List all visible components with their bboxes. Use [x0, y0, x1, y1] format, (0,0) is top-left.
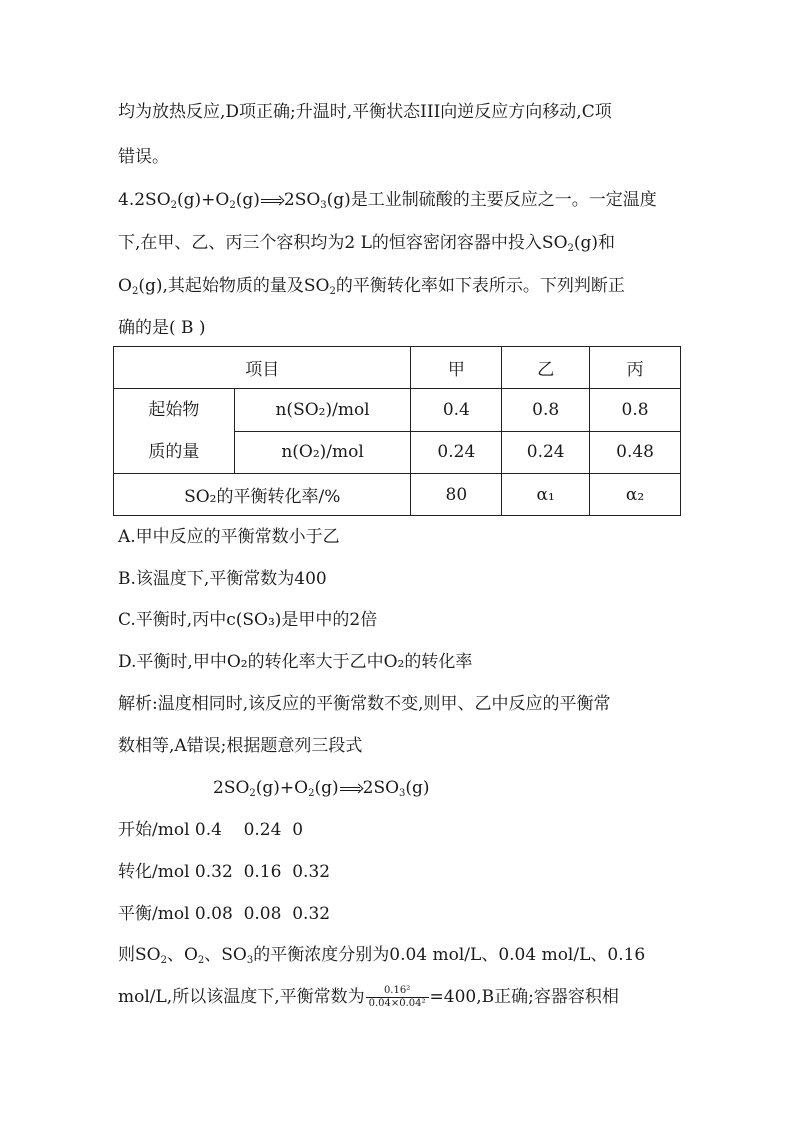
table-header-row [114, 347, 681, 389]
table-header-item: 项目 [114, 347, 411, 389]
question-4-stem-line-4: 确的是( B ) [118, 318, 206, 338]
row-group-label-line1: 起始物 [148, 400, 200, 420]
option-d: D.平衡时,甲中O₂的转化率大于乙中O₂的转化率 [118, 652, 473, 672]
three-stage-change: 转化/mol 0.32 0.16 0.32 [118, 862, 331, 882]
table-cell: 0.8 [590, 389, 681, 432]
equilibrium-constant-fraction [366, 985, 429, 1010]
table-header-yi: 乙 [502, 347, 590, 389]
final-prefix: mol/L,所以该温度下,平衡常数为 [118, 987, 365, 1007]
table-row-group-label [114, 389, 235, 474]
fraction-denominator: 0.04×0.04² [368, 998, 426, 1009]
three-stage-equation: $2SO_2(g)+O_2(g)$ $2SO_3(g)$ [213, 778, 430, 799]
conc-prefix: 则 [118, 945, 135, 965]
equilibrium-arrow-icon [261, 197, 283, 205]
table-cell: 0.24 [411, 431, 502, 474]
question-4-text-3: ,其起始物质的量及 [162, 276, 304, 296]
analysis-line-2: 数相等,A错误;根据题意列三段式 [118, 736, 363, 756]
table-cell: 0.4 [411, 389, 502, 432]
option-a: A.甲中反应的平衡常数小于乙 [118, 527, 340, 547]
fraction-numerator: 0.16² [366, 985, 429, 998]
question-4-text-2: 下,在甲、乙、丙三个容积均为2 L的恒容密闭容器中投入 [118, 233, 542, 253]
analysis-line-1: 解析:温度相同时,该反应的平衡常数不变,则甲、乙中反应的平衡常 [118, 694, 611, 714]
table-row [114, 474, 681, 516]
conc-text: 的平衡浓度分别为0.04 mol/L、0.04 mol/L、0.16 [253, 945, 646, 965]
table-row-label-conversion: SO₂的平衡转化率/% [114, 474, 411, 516]
question-4-text-3b: 的平衡转化率如下表所示。下列判断正 [335, 276, 625, 296]
final-suffix: =400,B正确;容器容积相 [429, 987, 619, 1007]
option-b: B.该温度下,平衡常数为400 [118, 569, 327, 589]
question-4-text-1: 是工业制硫酸的主要反应之一。一定温度 [350, 190, 657, 210]
table-cell: α₁ [502, 474, 590, 516]
table-cell: 0.48 [590, 431, 681, 474]
table-row-label-o2: n(O₂)/mol [234, 431, 411, 474]
table-header-bing: 丙 [590, 347, 681, 389]
table-cell: 0.24 [502, 431, 590, 474]
data-table [113, 346, 681, 516]
analysis-concentration-line: 则$SO_2$、$O_2$、$SO_3$的平衡浓度分别为0.04 mol/L、0.04 mol/L、0.16 [118, 945, 646, 966]
text-line-1: 均为放热反应,D项正确;升温时,平衡状态III向逆反应方向移动,C项 [118, 102, 612, 122]
question-4-text-2b: 和 [598, 233, 616, 253]
option-c: C.平衡时,丙中c(SO₃)是甲中的2倍 [118, 610, 378, 630]
table-row [114, 389, 681, 432]
question-4-stem-line-3: $O_2(g)$,其起始物质的量及$SO_2$的平衡转化率如下表所示。下列判断正 [118, 276, 625, 297]
three-stage-start: 开始/mol 0.4 0.24 0 [118, 820, 304, 840]
question-number: 4. [118, 190, 135, 210]
row-group-label-line2: 质的量 [148, 442, 200, 462]
table-cell: 0.8 [502, 389, 590, 432]
analysis-final-line [118, 985, 619, 1010]
question-4-stem-line-2: 下,在甲、乙、丙三个容积均为2 L的恒容密闭容器中投入$SO_2(g)$和 [118, 233, 616, 254]
equilibrium-arrow-icon [340, 785, 362, 793]
table-row-label-so2: n(SO₂)/mol [234, 389, 411, 432]
table-cell: α₂ [590, 474, 681, 516]
table-header-jia: 甲 [411, 347, 502, 389]
table-cell: 80 [411, 474, 502, 516]
text-line-2: 错误。 [118, 147, 169, 167]
three-stage-equilibrium: 平衡/mol 0.08 0.08 0.32 [118, 904, 331, 924]
question-4-stem-line-1: $4.2SO_2(g)+O_2(g)$ $2SO_3(g)$是工业制硫酸的主要反应之一。一定温度 [118, 190, 657, 211]
